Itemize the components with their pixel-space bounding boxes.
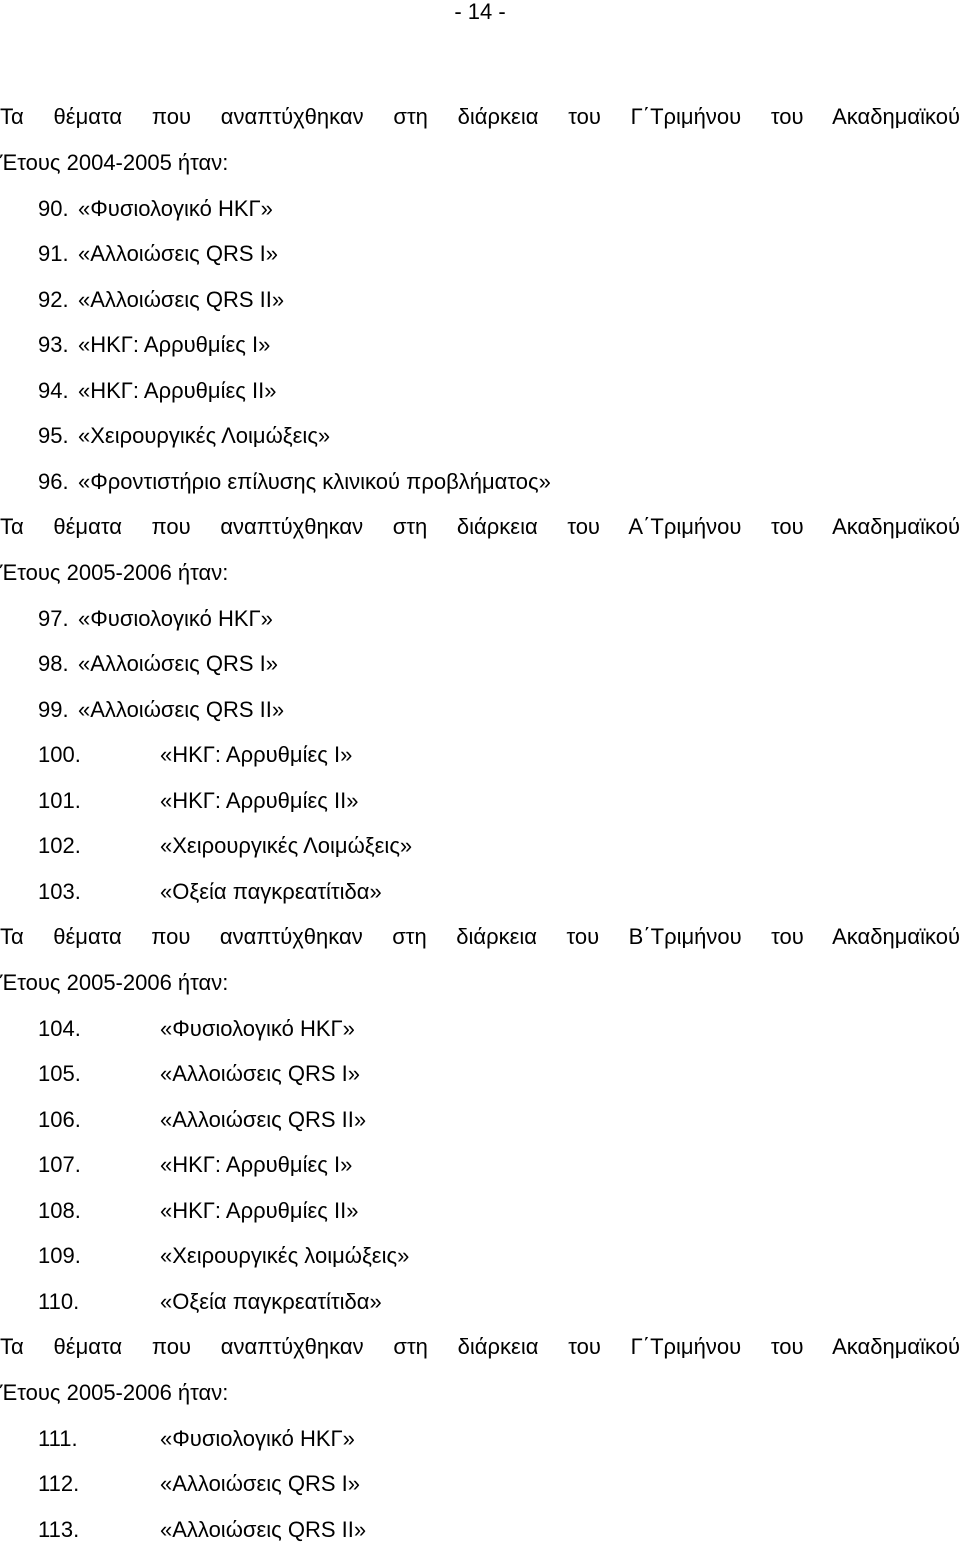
item-title: «ΗΚΓ: Αρρυθμίες I»	[160, 1151, 352, 1197]
item-number: 106.	[0, 1106, 160, 1152]
item-title: «Φυσιολογικό ΗΚΓ»	[78, 195, 273, 241]
item-number: 108.	[0, 1197, 160, 1243]
item-title: «Αλλοιώσεις QRS I»	[160, 1470, 360, 1516]
section-heading-line: Τα θέματα που αναπτύχθηκαν στη διάρκεια του Γ΄Τριμήνου του Ακαδημαϊκού	[0, 103, 960, 149]
item-number: 93.	[0, 331, 78, 377]
item-number: 102.	[0, 832, 160, 878]
list-item	[0, 1470, 960, 1516]
item-title: «Οξεία παγκρεατίτιδα»	[160, 1288, 382, 1334]
section-heading	[0, 103, 960, 195]
item-number: 97.	[0, 605, 78, 651]
section-heading	[0, 1333, 960, 1425]
list-item	[0, 1197, 960, 1243]
list-item	[0, 696, 960, 742]
item-number: 100.	[0, 741, 160, 787]
section-heading-year: Έτους 2004-2005 ήταν:	[0, 149, 960, 195]
list-item	[0, 1288, 960, 1334]
section-heading-year: Έτους 2005-2006 ήταν:	[0, 559, 960, 605]
list-item	[0, 1242, 960, 1288]
item-title: «Αλλοιώσεις QRS II»	[160, 1106, 366, 1152]
item-title: «Φροντιστήριο επίλυσης κλινικού προβλήματος»	[78, 468, 551, 514]
list-item	[0, 741, 960, 787]
item-title: «ΗΚΓ: Αρρυθμίες II»	[160, 1197, 358, 1243]
item-number: 95.	[0, 422, 78, 468]
item-title: «Φυσιολογικό ΗΚΓ»	[160, 1425, 355, 1471]
list-item	[0, 468, 960, 514]
item-number: 113.	[0, 1516, 160, 1561]
item-title: «Αλλοιώσεις QRS II»	[78, 696, 284, 742]
list-item	[0, 1151, 960, 1197]
item-title: «Χειρουργικές Λοιμώξεις»	[78, 422, 330, 468]
item-title: «Χειρουργικές λοιμώξεις»	[160, 1242, 409, 1288]
item-title: «Αλλοιώσεις QRS I»	[160, 1060, 360, 1106]
list-item	[0, 878, 960, 924]
section-heading-line: Τα θέματα που αναπτύχθηκαν στη διάρκεια του Γ΄Τριμήνου του Ακαδημαϊκού	[0, 1333, 960, 1379]
item-number: 90.	[0, 195, 78, 241]
document-body	[0, 103, 960, 1561]
item-number: 91.	[0, 240, 78, 286]
list-item	[0, 195, 960, 241]
list-item	[0, 1106, 960, 1152]
item-title: «ΗΚΓ: Αρρυθμίες I»	[78, 331, 270, 377]
section-heading-year: Έτους 2005-2006 ήταν:	[0, 969, 960, 1015]
list-item	[0, 650, 960, 696]
item-title: «ΗΚΓ: Αρρυθμίες II»	[78, 377, 276, 423]
list-item	[0, 331, 960, 377]
list-item	[0, 832, 960, 878]
list-item	[0, 605, 960, 651]
item-number: 103.	[0, 878, 160, 924]
item-number: 109.	[0, 1242, 160, 1288]
item-number: 92.	[0, 286, 78, 332]
item-title: «Αλλοιώσεις QRS II»	[160, 1516, 366, 1561]
section-heading-line: Τα θέματα που αναπτύχθηκαν στη διάρκεια του Β΄Τριμήνου του Ακαδημαϊκού	[0, 923, 960, 969]
item-title: «ΗΚΓ: Αρρυθμίες I»	[160, 741, 352, 787]
item-title: «Αλλοιώσεις QRS I»	[78, 650, 278, 696]
item-title: «ΗΚΓ: Αρρυθμίες II»	[160, 787, 358, 833]
list-item	[0, 1015, 960, 1061]
list-item	[0, 1060, 960, 1106]
page-number: - 14 -	[0, 1, 960, 23]
list-item	[0, 1516, 960, 1561]
list-item	[0, 422, 960, 468]
item-number: 96.	[0, 468, 78, 514]
section-heading-year: Έτους 2005-2006 ήταν:	[0, 1379, 960, 1425]
section-heading	[0, 923, 960, 1015]
item-number: 99.	[0, 696, 78, 742]
section-heading	[0, 513, 960, 605]
item-title: «Φυσιολογικό ΗΚΓ»	[78, 605, 273, 651]
item-number: 107.	[0, 1151, 160, 1197]
section-heading-line: Τα θέματα που αναπτύχθηκαν στη διάρκεια του Α΄Τριμήνου του Ακαδημαϊκού	[0, 513, 960, 559]
list-item	[0, 787, 960, 833]
list-item	[0, 240, 960, 286]
list-item	[0, 377, 960, 423]
item-number: 105.	[0, 1060, 160, 1106]
item-number: 104.	[0, 1015, 160, 1061]
item-number: 101.	[0, 787, 160, 833]
item-title: «Οξεία παγκρεατίτιδα»	[160, 878, 382, 924]
item-title: «Χειρουργικές Λοιμώξεις»	[160, 832, 412, 878]
item-number: 98.	[0, 650, 78, 696]
item-title: «Αλλοιώσεις QRS I»	[78, 240, 278, 286]
item-number: 111.	[0, 1425, 160, 1471]
item-number: 112.	[0, 1470, 160, 1516]
list-item	[0, 286, 960, 332]
item-title: «Αλλοιώσεις QRS II»	[78, 286, 284, 332]
list-item	[0, 1425, 960, 1471]
item-number: 94.	[0, 377, 78, 423]
item-title: «Φυσιολογικό ΗΚΓ»	[160, 1015, 355, 1061]
item-number: 110.	[0, 1288, 160, 1334]
